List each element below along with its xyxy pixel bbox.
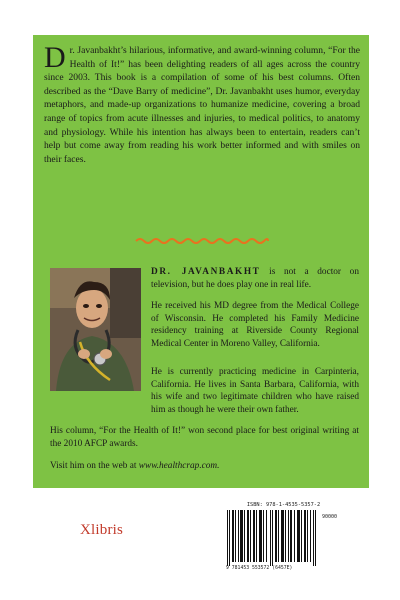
bio-web-prefix: Visit him on the web at	[50, 460, 139, 471]
bio-intro	[151, 266, 359, 291]
publisher-logo: Xlibris	[80, 522, 124, 538]
author-website-link: www.healthcrap.com.	[138, 460, 220, 471]
bio-practice: He is currently practicing medicine in Carpinteria, California. He lives in Santa Barbara, California, with his wife and two legitimate children who have raised him as though he were their own father.	[151, 367, 359, 415]
barcode-icon	[226, 510, 318, 566]
bio-education: He received his MD degree from the Medical College of Wisconsin. He completed his Family Medicine residency training at Riverside County Regional Medical Center in Moreno Valley, California.	[151, 301, 359, 349]
bio-award: His column, “For the Health of It!” won second place for best original writing at the 2010 AFCP awards.	[50, 426, 359, 449]
blurb-text: r. Javanbakht’s hilarious, informative, and award-winning column, “For the Health of It!” has been delighting readers of all ages across the country since 2003. This book is a compilation of some of his best columns. Often described as the “Dave Barry of medicine”, Dr. Javanbakht uses humor, everyday metaphors, and made-up organizations to humanize medicine, covering a broad range of topics from acute illnesses and injuries, to medical politics, to anatomy and physiology. While his intention has always been to entertain, readers can’t help but come away from reading his work better informed and with smiles on their faces.	[44, 45, 360, 165]
barcode-block	[222, 500, 345, 576]
author-bio-bottom	[50, 366, 359, 481]
barcode-digits: 9 781453 553572 (6457E)	[226, 566, 293, 571]
bio-intro-text: is not a doctor on television, but he does play one in real life.	[151, 267, 359, 290]
book-blurb	[44, 41, 360, 166]
isbn-label: ISBN: 978-1-4535-5357-2	[246, 502, 321, 508]
author-bio-top	[151, 266, 359, 360]
drop-cap: D	[44, 41, 66, 74]
price-code: 90000	[322, 514, 338, 520]
author-name: DR. JAVANBAKHT	[151, 267, 261, 277]
wavy-divider	[134, 236, 270, 246]
bio-web	[50, 460, 359, 473]
